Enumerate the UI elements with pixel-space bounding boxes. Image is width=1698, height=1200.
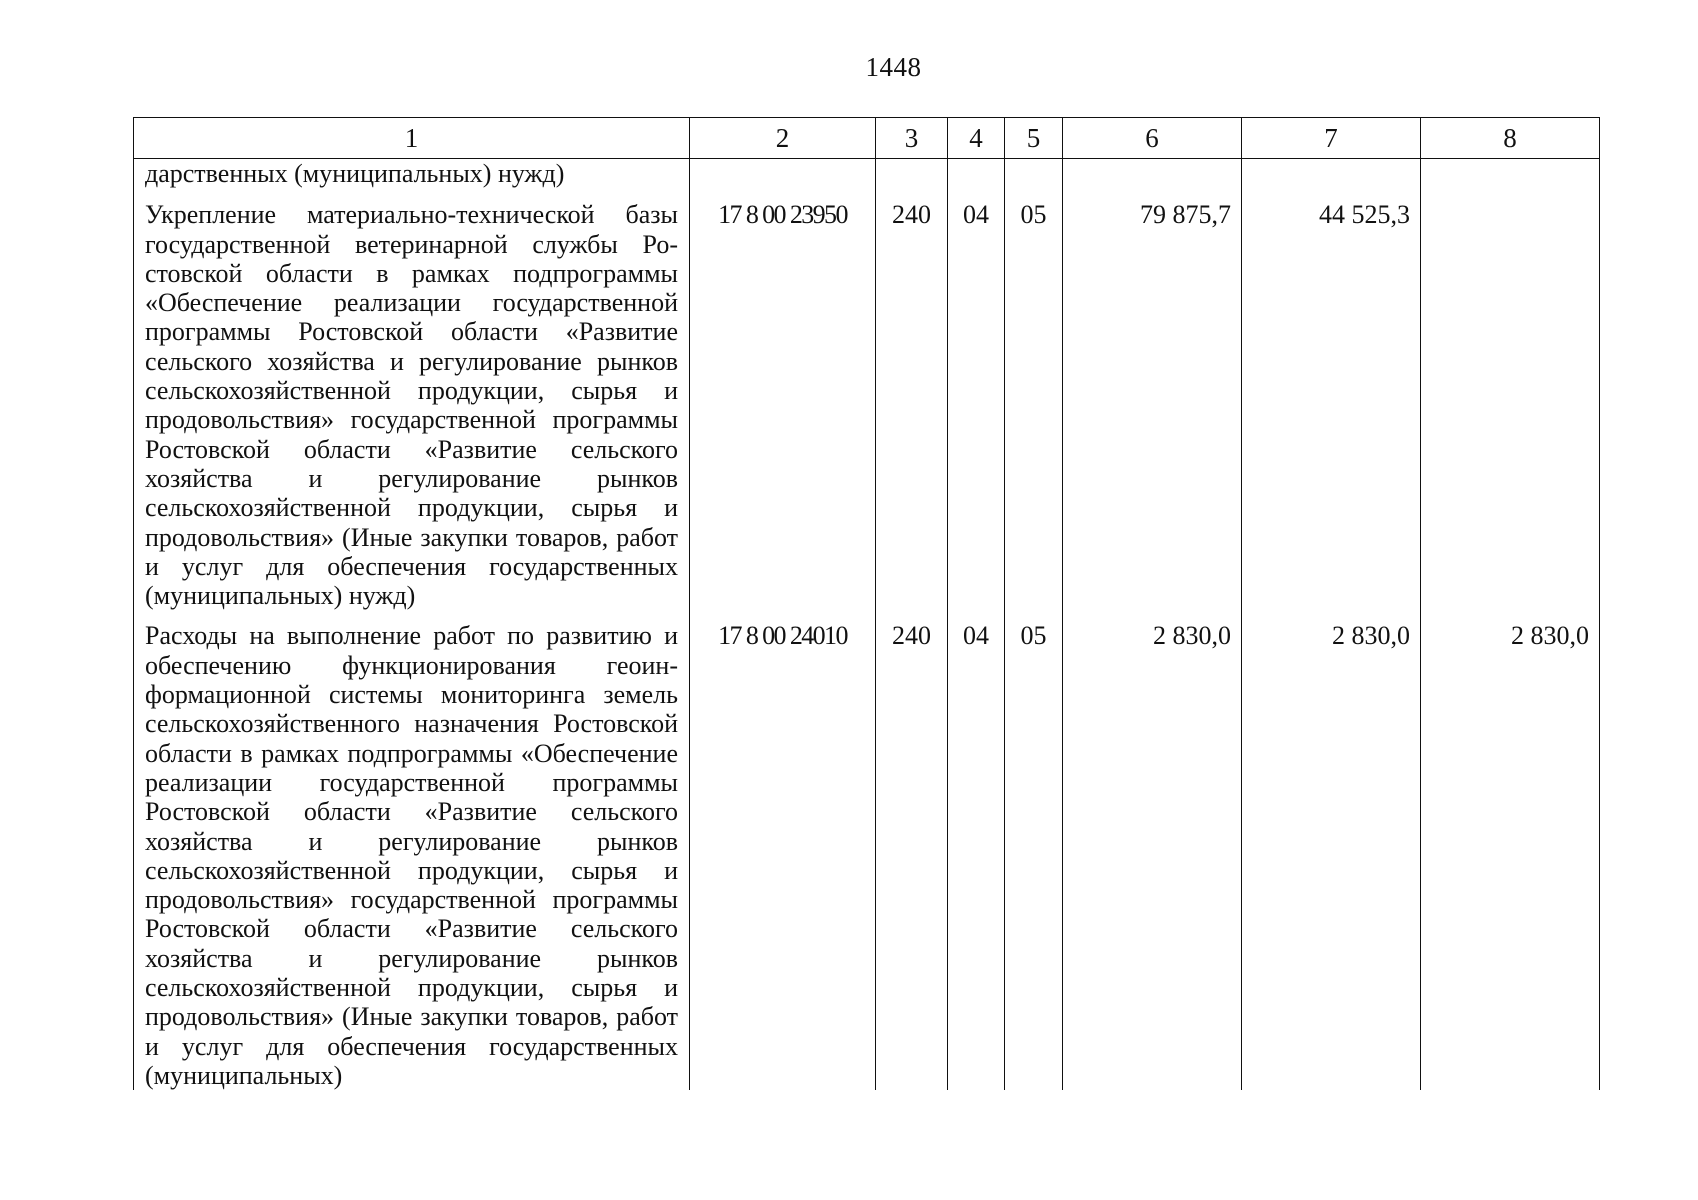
header-row: [134, 118, 1600, 159]
page-number: 1448: [865, 52, 922, 82]
row-amount-7: 2 830,0: [1242, 621, 1421, 1090]
table-header: [134, 118, 1600, 159]
row-amount-8: 2 830,0: [1421, 621, 1600, 1090]
row-col-4: 04: [948, 200, 1005, 621]
header-col-3: 3: [876, 118, 948, 159]
row-col-3: 240: [876, 200, 948, 621]
row-col-4: [948, 159, 1005, 201]
row-col-4: 04: [948, 621, 1005, 1090]
header-col-8: 8: [1421, 118, 1600, 159]
row-description: Расходы на выполнение работ по развитию и обеспечению функционирования геоинформационной системы мониторинга земель сельскохозяйственного назначения Ростовской области в рамках подпрограммы «Обеспечение реализации государственной программы Ростовской области «Развитие сельского хозяйства и регулирование рынков сельскохозяйственной продукции, сырья и продовольствия» государственной программы Ростовской области «Развитие сельского хозяйства и регулирование рынков сельскохозяйственной продукции, сырья и продовольствия» (Иные закупки товаров, работ и услуг для обеспечения государственных (муниципальных): [134, 621, 690, 1090]
row-target-code: [690, 159, 876, 201]
header-col-4: 4: [948, 118, 1005, 159]
table-row: [134, 200, 1600, 621]
row-col-5: 05: [1005, 621, 1063, 1090]
header-col-1: 1: [134, 118, 690, 159]
row-amount-6: 79 875,7: [1063, 200, 1242, 621]
row-target-code: 17 8 00 24010: [690, 621, 876, 1090]
budget-table: [133, 117, 1600, 1090]
row-col-3: 240: [876, 621, 948, 1090]
row-amount-7: 44 525,3: [1242, 200, 1421, 621]
row-amount-6: [1063, 159, 1242, 201]
header-col-6: 6: [1063, 118, 1242, 159]
header-col-7: 7: [1242, 118, 1421, 159]
row-amount-8: [1421, 200, 1600, 621]
row-amount-6: 2 830,0: [1063, 621, 1242, 1090]
row-description: дарственных (муниципальных) нужд): [134, 159, 690, 201]
row-col-5: 05: [1005, 200, 1063, 621]
row-amount-7: [1242, 159, 1421, 201]
row-col-3: [876, 159, 948, 201]
row-amount-8: [1421, 159, 1600, 201]
header-col-5: 5: [1005, 118, 1063, 159]
header-col-2: 2: [690, 118, 876, 159]
table-row: [134, 159, 1600, 201]
table-row: [134, 621, 1600, 1090]
row-description: Укрепление материально-технической базы государственной ветеринарной службы Ростовской области в рамках подпрограммы «Обеспечение реализации государственной программы Ростовской области «Развитие сельского хозяйства и регулирование рынков сельскохозяйственной продукции, сырья и продовольствия» государственной программы Ростовской области «Развитие сельского хозяйства и регулирование рынков сельскохозяйственной продукции, сырья и продовольствия» (Иные закупки товаров, работ и услуг для обеспечения государственных (муниципальных) нужд): [134, 200, 690, 621]
table-body: [134, 159, 1600, 1091]
row-col-5: [1005, 159, 1063, 201]
row-target-code: 17 8 00 23950: [690, 200, 876, 621]
